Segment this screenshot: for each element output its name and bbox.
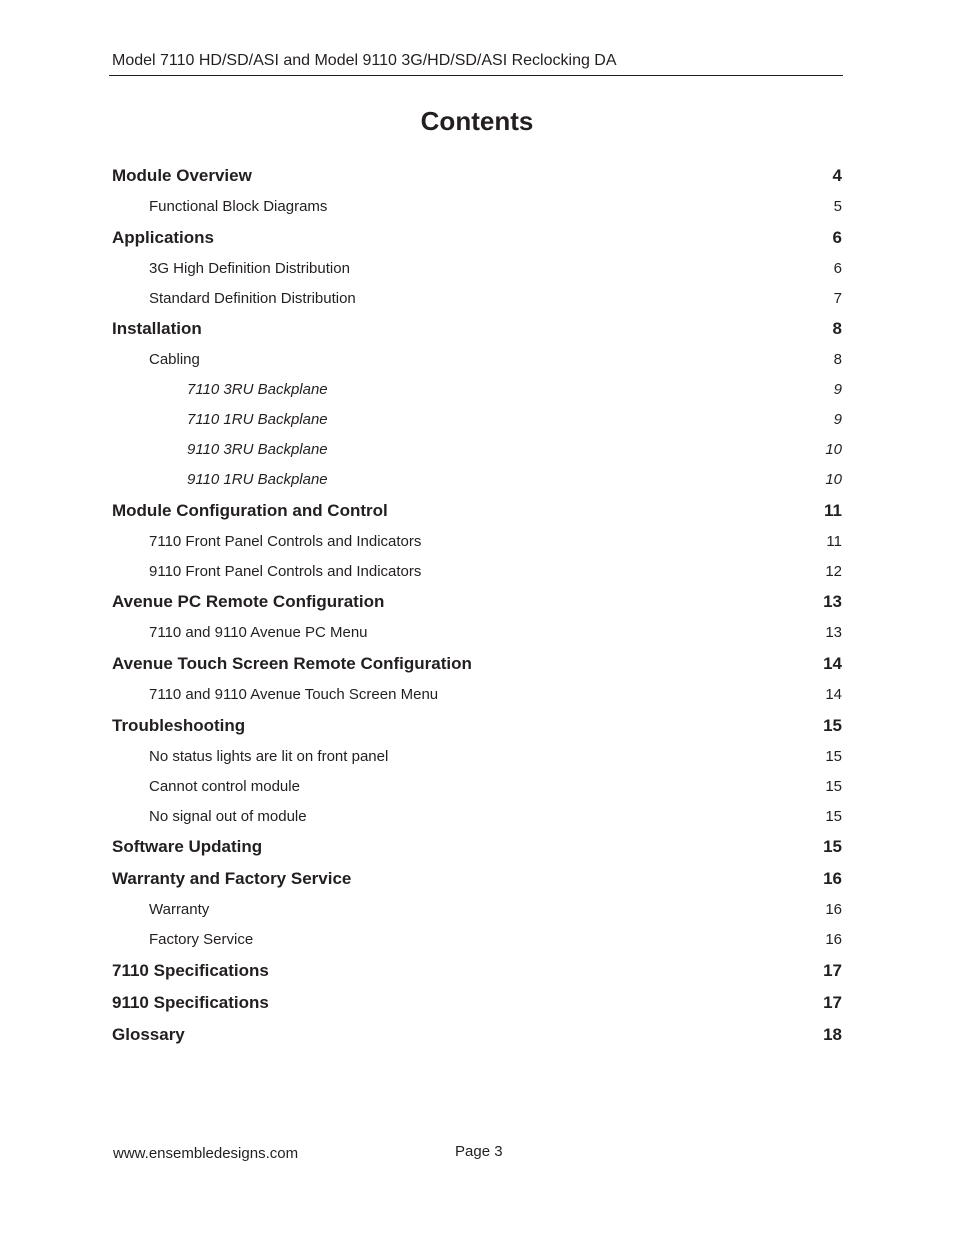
toc-entry-title: Functional Block Diagrams bbox=[149, 198, 328, 215]
toc-entry[interactable] bbox=[112, 961, 842, 981]
toc-entry[interactable] bbox=[112, 563, 842, 580]
toc-entry-page: 15 bbox=[823, 716, 842, 735]
toc-entry-title: Applications bbox=[112, 228, 215, 247]
toc-entry-page: 7 bbox=[833, 290, 842, 307]
toc-entry-title: Cabling bbox=[149, 351, 200, 368]
toc-entry-page: 18 bbox=[823, 1025, 842, 1044]
toc-entry-page: 15 bbox=[825, 808, 842, 825]
toc-entry-page: 5 bbox=[833, 198, 842, 215]
toc-entry-title: 9110 Front Panel Controls and Indicators bbox=[149, 563, 422, 580]
toc-entry[interactable] bbox=[112, 166, 842, 186]
toc-entry[interactable] bbox=[112, 837, 842, 857]
toc-entry-page: 11 bbox=[824, 501, 842, 520]
toc-entry[interactable] bbox=[112, 901, 842, 918]
toc-entry-page: 17 bbox=[823, 961, 842, 980]
footer-page-number: Page 3 bbox=[455, 1143, 503, 1160]
toc-entry[interactable] bbox=[112, 441, 842, 458]
toc-entry-page: 11 bbox=[826, 533, 842, 550]
toc-entry-title: 9110 3RU Backplane bbox=[187, 441, 328, 458]
toc-entry-page: 14 bbox=[823, 654, 842, 673]
toc-entry-page: 16 bbox=[825, 901, 842, 918]
toc-entry-page: 9 bbox=[833, 381, 842, 398]
toc-entry-title: 7110 Specifications bbox=[112, 961, 269, 980]
toc-entry-page: 16 bbox=[825, 931, 842, 948]
toc-entry-title: No signal out of module bbox=[149, 808, 307, 825]
toc-entry[interactable] bbox=[112, 501, 842, 521]
toc-entry[interactable] bbox=[112, 411, 842, 428]
toc-entry[interactable] bbox=[112, 290, 842, 307]
toc-entry-title: Avenue PC Remote Configuration bbox=[112, 592, 385, 611]
toc-entry[interactable] bbox=[112, 1025, 842, 1045]
toc-entry[interactable] bbox=[112, 592, 842, 612]
toc-entry-page: 14 bbox=[825, 686, 842, 703]
toc-entry-title: 9110 Specifications bbox=[112, 993, 269, 1012]
toc-entry-title: 3G High Definition Distribution bbox=[149, 260, 350, 277]
toc-entry-title: 7110 and 9110 Avenue PC Menu bbox=[149, 624, 368, 641]
toc-entry[interactable] bbox=[112, 351, 842, 368]
toc-entry-title: No status lights are lit on front panel bbox=[149, 748, 389, 765]
toc-entry-page: 9 bbox=[833, 411, 842, 428]
toc-entry-title: Avenue Touch Screen Remote Configuration bbox=[112, 654, 472, 673]
toc-entry-title: Glossary bbox=[112, 1025, 185, 1044]
toc-entry-title: Standard Definition Distribution bbox=[149, 290, 356, 307]
toc-entry[interactable] bbox=[112, 228, 842, 248]
toc-entry-page: 10 bbox=[825, 471, 842, 488]
toc-entry-title: Module Configuration and Control bbox=[112, 501, 388, 520]
toc-entry-page: 15 bbox=[823, 837, 842, 856]
toc-entry-page: 15 bbox=[825, 748, 842, 765]
toc-entry[interactable] bbox=[112, 993, 842, 1013]
toc-entry-page: 13 bbox=[825, 624, 842, 641]
toc-entry-page: 8 bbox=[833, 351, 842, 368]
toc-entry-title: 7110 1RU Backplane bbox=[187, 411, 328, 428]
toc-entry-title: Factory Service bbox=[149, 931, 254, 948]
toc-entry-page: 10 bbox=[825, 441, 842, 458]
toc-entry-title: Cannot control module bbox=[149, 778, 300, 795]
toc-entry-page: 6 bbox=[832, 228, 842, 247]
toc-entry-title: Warranty and Factory Service bbox=[112, 869, 352, 888]
toc-entry-title: Troubleshooting bbox=[112, 716, 246, 735]
toc-entry-title: Module Overview bbox=[112, 166, 252, 185]
header-rule bbox=[109, 75, 843, 76]
toc-entry-page: 8 bbox=[832, 319, 842, 338]
toc-entry[interactable] bbox=[112, 748, 842, 765]
toc-entry-title: 7110 Front Panel Controls and Indicators bbox=[149, 533, 422, 550]
toc-entry[interactable] bbox=[112, 198, 842, 215]
toc-entry[interactable] bbox=[112, 381, 842, 398]
toc-entry[interactable] bbox=[112, 319, 842, 339]
toc-entry-title: 9110 1RU Backplane bbox=[187, 471, 328, 488]
toc-entry-page: 15 bbox=[825, 778, 842, 795]
toc-entry-title: Software Updating bbox=[112, 837, 263, 856]
toc-entry[interactable] bbox=[112, 778, 842, 795]
toc-entry-title: Warranty bbox=[149, 901, 210, 918]
toc-entry[interactable] bbox=[112, 716, 842, 736]
toc-entry[interactable] bbox=[112, 931, 842, 948]
toc-entry-title: 7110 3RU Backplane bbox=[187, 381, 328, 398]
toc-entry[interactable] bbox=[112, 533, 842, 550]
toc-entry[interactable] bbox=[112, 260, 842, 277]
toc-entry-page: 16 bbox=[823, 869, 842, 888]
toc-entry[interactable] bbox=[112, 808, 842, 825]
toc-entry-title: Installation bbox=[112, 319, 202, 338]
toc-entry[interactable] bbox=[112, 471, 842, 488]
toc-entry-title: 7110 and 9110 Avenue Touch Screen Menu bbox=[149, 686, 439, 703]
toc-entry[interactable] bbox=[112, 624, 842, 641]
toc-entry-page: 12 bbox=[825, 563, 842, 580]
page-header: Model 7110 HD/SD/ASI and Model 9110 3G/HD/SD/ASI Reclocking DA bbox=[112, 52, 617, 69]
toc-entry[interactable] bbox=[112, 686, 842, 703]
toc-entry-page: 6 bbox=[833, 260, 842, 277]
toc-entry-page: 17 bbox=[823, 993, 842, 1012]
footer-url[interactable]: www.ensembledesigns.com bbox=[113, 1145, 299, 1162]
toc-entry[interactable] bbox=[112, 654, 842, 674]
toc-entry[interactable] bbox=[112, 869, 842, 889]
toc-entry-page: 4 bbox=[832, 166, 842, 185]
toc-entry-page: 13 bbox=[823, 592, 842, 611]
page-title: Contents bbox=[420, 106, 534, 136]
